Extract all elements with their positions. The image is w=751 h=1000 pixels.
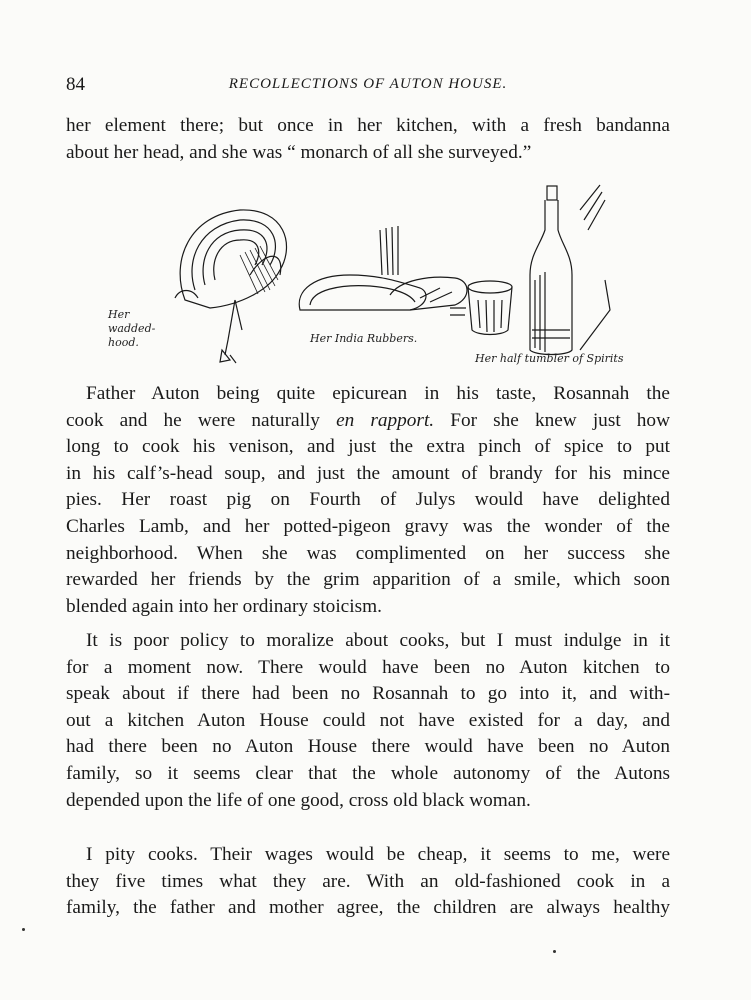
text-line: It is poor policy to moralize about cooks, but I must indulge in it xyxy=(86,630,670,651)
text-line: I pity cooks. Their wages would be cheap, it seems to me, were xyxy=(86,844,670,865)
text-line: Charles Lamb, and her potted-pigeon gravy was the wonder of the xyxy=(66,515,670,537)
text-line: out a kitchen Auton House could not have existed for a day, and xyxy=(66,709,670,731)
text-line: neighborhood. When she was complimented on her success she xyxy=(66,542,670,564)
ink-speck xyxy=(553,950,556,953)
glass-drawing xyxy=(450,281,512,335)
text-line: family, the father and mother agree, the children are always healthy xyxy=(66,897,670,919)
caption-hood: Her wadded-hood. xyxy=(108,308,156,349)
page-header xyxy=(66,74,670,102)
text-line: family, so it seems clear that the whole autonomy of the Autons xyxy=(66,762,670,784)
caption-rubbers: Her India Rubbers. xyxy=(310,332,418,345)
text-line: speak about if there had been no Rosannah to go into it, and with- xyxy=(66,683,670,705)
illustration xyxy=(100,180,640,375)
italic-phrase: en rapport. xyxy=(336,409,435,431)
text-line: depended upon the life of one good, cross old black woman. xyxy=(66,789,531,811)
text-fragment: cook and he were naturally xyxy=(66,409,337,431)
text-line xyxy=(66,408,670,435)
page-number: 84 xyxy=(66,74,85,95)
paragraph-continuation xyxy=(66,113,670,166)
paragraph-rosannah xyxy=(66,381,670,620)
text-line: rewarded her friends by the grim apparition of a smile, which soon xyxy=(66,569,670,591)
text-line: in his calf’s-head soup, and just the amount of brandy for his mince xyxy=(66,462,670,484)
text-line: about her head, and she was “ monarch of all she surveyed.” xyxy=(66,141,532,163)
paragraph-policy xyxy=(66,628,670,814)
caption-spirits: Her half tumbler of Spirits xyxy=(475,352,624,365)
rubbers-drawing xyxy=(299,226,467,310)
text-line: pies. Her roast pig on Fourth of Julys would have delighted xyxy=(66,489,670,511)
ink-speck xyxy=(22,928,25,931)
text-line: her element there; but once in her kitchen, with a fresh bandanna xyxy=(66,115,670,136)
text-line: for a moment now. There would have been no Auton kitchen to xyxy=(66,656,670,678)
paragraph-cooks xyxy=(66,842,670,922)
text-line: blended again into her ordinary stoicism. xyxy=(66,595,382,617)
text-line: long to cook his venison, and just the extra pinch of spice to put xyxy=(66,436,670,458)
hood-drawing xyxy=(175,210,287,363)
text-line: Father Auton being quite epicurean in his taste, Rosannah the xyxy=(86,383,670,404)
text-fragment: For she knew just how xyxy=(434,409,670,431)
engraving-illustration xyxy=(100,180,640,375)
running-title: RECOLLECTIONS OF AUTON HOUSE. xyxy=(228,76,508,92)
text-line: had there been no Auton House there would have been no Auton xyxy=(66,736,670,758)
bottle-drawing xyxy=(530,185,610,355)
text-line: they five times what they are. With an old-fashioned cook in a xyxy=(66,870,670,892)
